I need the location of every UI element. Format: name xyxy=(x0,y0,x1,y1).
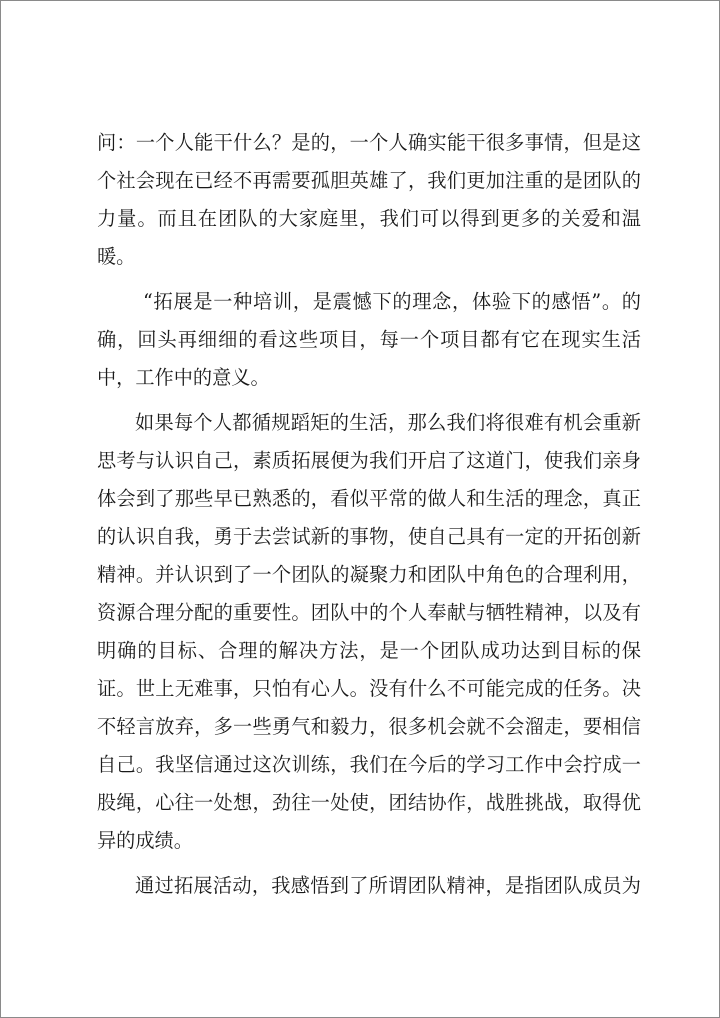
text-line: 自己。我坚信通过这次训练，我们在今后的学习工作中会拧成一 xyxy=(97,753,641,776)
text-line: 个社会现在已经不再需要孤胆英雄了，我们更加注重的是团队的 xyxy=(97,169,641,192)
text-line: 明确的目标、合理的解决方法，是一个团队成功达到目标的保 xyxy=(97,639,641,662)
text-line: 不轻言放弃，多一些勇气和毅力，很多机会就不会溜走，要相信 xyxy=(97,715,641,738)
document-body xyxy=(97,124,641,905)
text-line: 体会到了那些早已熟悉的，看似平常的做人和生活的理念，真正 xyxy=(97,487,641,510)
text-line: 异的成绩。 xyxy=(97,829,193,852)
text-line: “拓展是一种培训，是震憾下的理念，体验下的感悟”。的 xyxy=(143,290,641,313)
text-line: 力量。而且在团队的大家庭里，我们可以得到更多的关爱和温 xyxy=(97,207,641,230)
paragraph-2 xyxy=(97,283,641,397)
text-line: 暖。 xyxy=(97,245,136,268)
text-line: 的认识自我，勇于去尝试新的事物，使自己具有一定的开拓创新 xyxy=(97,525,641,548)
text-line: 通过拓展活动，我感悟到了所谓团队精神，是指团队成员为 xyxy=(135,874,641,897)
paragraph-4 xyxy=(97,867,641,905)
paragraph-3 xyxy=(97,404,641,860)
text-line: 如果每个人都循规蹈矩的生活，那么我们将很难有机会重新 xyxy=(135,411,641,434)
text-line: 思考与认识自己，素质拓展便为我们开启了这道门，使我们亲身 xyxy=(97,449,641,472)
text-line: 股绳，心往一处想，劲往一处使，团结协作，战胜挑战，取得优 xyxy=(97,791,641,814)
paragraph-1 xyxy=(97,124,641,276)
text-line: 证。世上无难事，只怕有心人。没有什么不可能完成的任务。决 xyxy=(97,677,641,700)
text-line: 精神。并认识到了一个团队的凝聚力和团队中角色的合理利用， xyxy=(97,563,641,586)
text-line: 确，回头再细细的看这些项目，每一个项目都有它在现实生活 xyxy=(97,328,641,351)
text-line: 问：一个人能干什么？是的，一个人确实能干很多事情，但是这 xyxy=(97,131,641,154)
text-line: 资源合理分配的重要性。团队中的个人奉献与牺牲精神，以及有 xyxy=(97,601,641,624)
text-line: 中，工作中的意义。 xyxy=(97,366,270,389)
